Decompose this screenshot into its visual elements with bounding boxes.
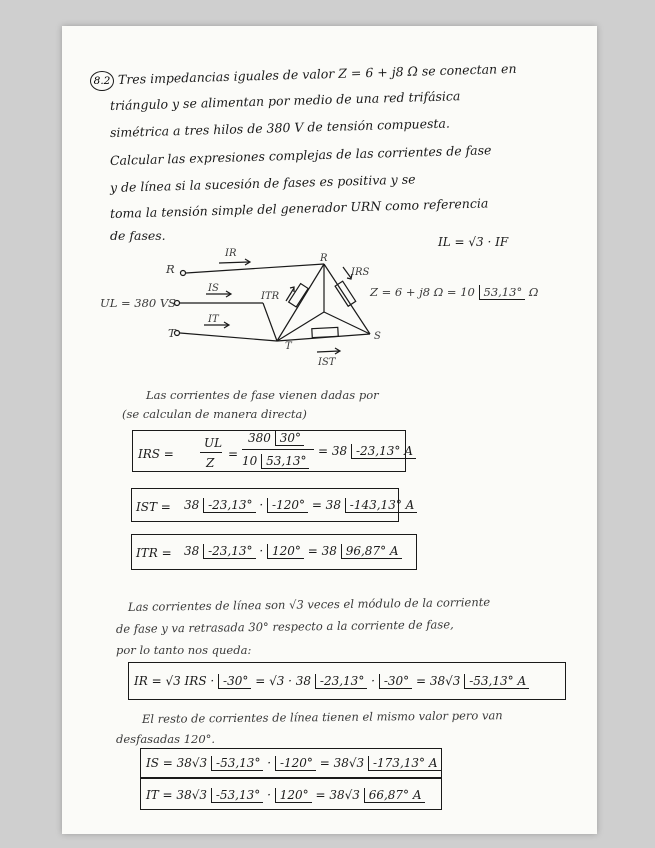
irs-res-ang: -23,13° A — [351, 444, 416, 459]
current-is-label: IS — [208, 283, 219, 294]
problem-number-badge: 8.2 — [90, 71, 114, 91]
rest-line-2: desfasadas 120°. — [116, 732, 216, 746]
ir-res-mag: = 38√3 — [415, 674, 461, 688]
irs-equals-1: = — [228, 447, 239, 461]
irs-frac-num: UL — [204, 436, 223, 450]
statement-line-7: de fases. — [110, 228, 166, 243]
node-r-top-label: R — [320, 253, 328, 264]
impedance-expression — [370, 285, 538, 299]
ist-equation-box — [131, 488, 399, 522]
node-s-right-label: S — [374, 331, 381, 342]
delta-circuit-diagram — [62, 26, 597, 386]
is-b-ang: -120° — [275, 756, 316, 771]
current-ist-label: IST — [318, 357, 336, 368]
ist-label: IST = — [136, 500, 171, 514]
ir-a-ang: -30° — [218, 674, 251, 689]
current-ir-label: IR — [225, 248, 237, 259]
irs-den2-mag: 10 — [242, 454, 258, 468]
statement-line-3: simétrica a tres hilos de 380 V de tensión compuesta. — [109, 115, 451, 140]
it-res-ang: 66,87° A — [364, 788, 425, 803]
ir-b-ang: -30° — [379, 674, 412, 689]
it-b-ang: 120° — [275, 788, 312, 803]
irs-frac-den: Z — [206, 456, 215, 470]
irs-num2-mag: 380 — [248, 431, 271, 445]
node-r-label: R — [166, 262, 175, 276]
statement-line-1: Tres impedancias iguales de valor Z = 6 + j8 Ω se conectan en — [117, 60, 517, 87]
line-phase-relation: IL = √3 · IF — [438, 235, 509, 249]
ist-a-ang: -23,13° — [203, 498, 255, 513]
itr-b-ang: 120° — [267, 544, 304, 559]
ist-b-ang: -120° — [267, 498, 308, 513]
ir-expression: IR = √3 IRS · -30° = √3 · 38 -23,13° · -30° = 38√3 -53,13° A — [134, 674, 529, 688]
irs-label: IRS = — [138, 447, 174, 461]
it-expression: IT = 38√3 -53,13° · 120° = 38√3 66,87° A — [146, 788, 425, 802]
line-intro-line-2: de fase y va retrasada 30° respecto a la corriente de fase, — [115, 617, 454, 636]
irs-res-mag: = 38 — [318, 444, 348, 458]
irs-den2-ang: 53,13° — [261, 454, 309, 469]
ir-mid-ang: -23,13° — [315, 674, 367, 689]
paper-sheet — [62, 26, 597, 834]
itr-label: ITR = — [136, 546, 172, 560]
ist-expression: 38 -23,13° · -120° = 38 -143,13° A — [184, 498, 417, 512]
it-equation-box — [140, 778, 442, 810]
impedance-angle: 53,13° — [479, 285, 526, 300]
ir-equation-box — [128, 662, 566, 700]
current-irs-label: IRS — [351, 267, 370, 278]
is-res-ang: -173,13° A — [368, 756, 441, 771]
irs-equation-box — [132, 430, 406, 472]
it-a-ang: -53,13° — [211, 788, 263, 803]
itr-res-ang: 96,87° A — [341, 544, 402, 559]
itr-expression: 38 -23,13° · 120° = 38 96,87° A — [184, 544, 402, 558]
irs-num2-ang: 30° — [275, 431, 304, 446]
ist-res-ang: -143,13° A — [345, 498, 418, 513]
line-voltage-label: UL = 380 V — [100, 296, 169, 310]
statement-line-6: toma la tensión simple del generador URN como referencia — [109, 195, 489, 221]
statement-line-4: Calcular las expresiones complejas de las corrientes de fase — [109, 142, 492, 168]
line-intro-line-3: por lo tanto nos queda: — [116, 643, 252, 657]
node-t-bottom-label: T — [285, 341, 292, 352]
impedance-unit: Ω — [528, 285, 539, 299]
ir-mid: = √3 · 38 — [255, 674, 312, 688]
it-label: IT = 38√3 — [146, 788, 207, 802]
itr-res-mag: = 38 — [307, 544, 337, 558]
is-label: IS = 38√3 — [146, 756, 208, 770]
itr-equation-box — [131, 534, 417, 570]
node-s-label: S — [168, 296, 176, 310]
current-it-label: IT — [208, 314, 219, 325]
rest-line-1: El resto de corrientes de línea tienen el mismo valor pero van — [141, 708, 503, 726]
it-res-mag: = 38√3 — [315, 788, 360, 802]
is-equation-box — [140, 748, 442, 778]
itr-a-mag: 38 — [184, 544, 200, 558]
line-intro-line-1: Las corrientes de línea son √3 veces el módulo de la corriente — [127, 594, 491, 614]
impedance-prefix: Z = 6 + j8 Ω = 10 — [370, 285, 475, 299]
statement-line-2: triángulo y se alimentan por medio de una red trifásica — [109, 88, 461, 113]
node-t-label: T — [168, 326, 176, 340]
is-a-ang: -53,13° — [211, 756, 263, 771]
statement-line-5: y de línea si la sucesión de fases es positiva y se — [109, 171, 416, 195]
itr-a-ang: -23,13° — [203, 544, 255, 559]
is-expression: IS = 38√3 -53,13° · -120° = 38√3 -173,13° A — [146, 756, 441, 770]
phase-intro-line-1: Las corrientes de fase vienen dadas por — [146, 388, 379, 402]
current-itr-label: ITR — [261, 291, 280, 302]
ist-a-mag: 38 — [184, 498, 200, 512]
phase-intro-line-2: (se calculan de manera directa) — [122, 407, 307, 421]
ir-label: IR = √3 IRS — [134, 674, 207, 688]
ist-res-mag: = 38 — [311, 498, 341, 512]
ir-res-ang: -53,13° A — [464, 674, 529, 689]
is-res-mag: = 38√3 — [319, 756, 365, 770]
